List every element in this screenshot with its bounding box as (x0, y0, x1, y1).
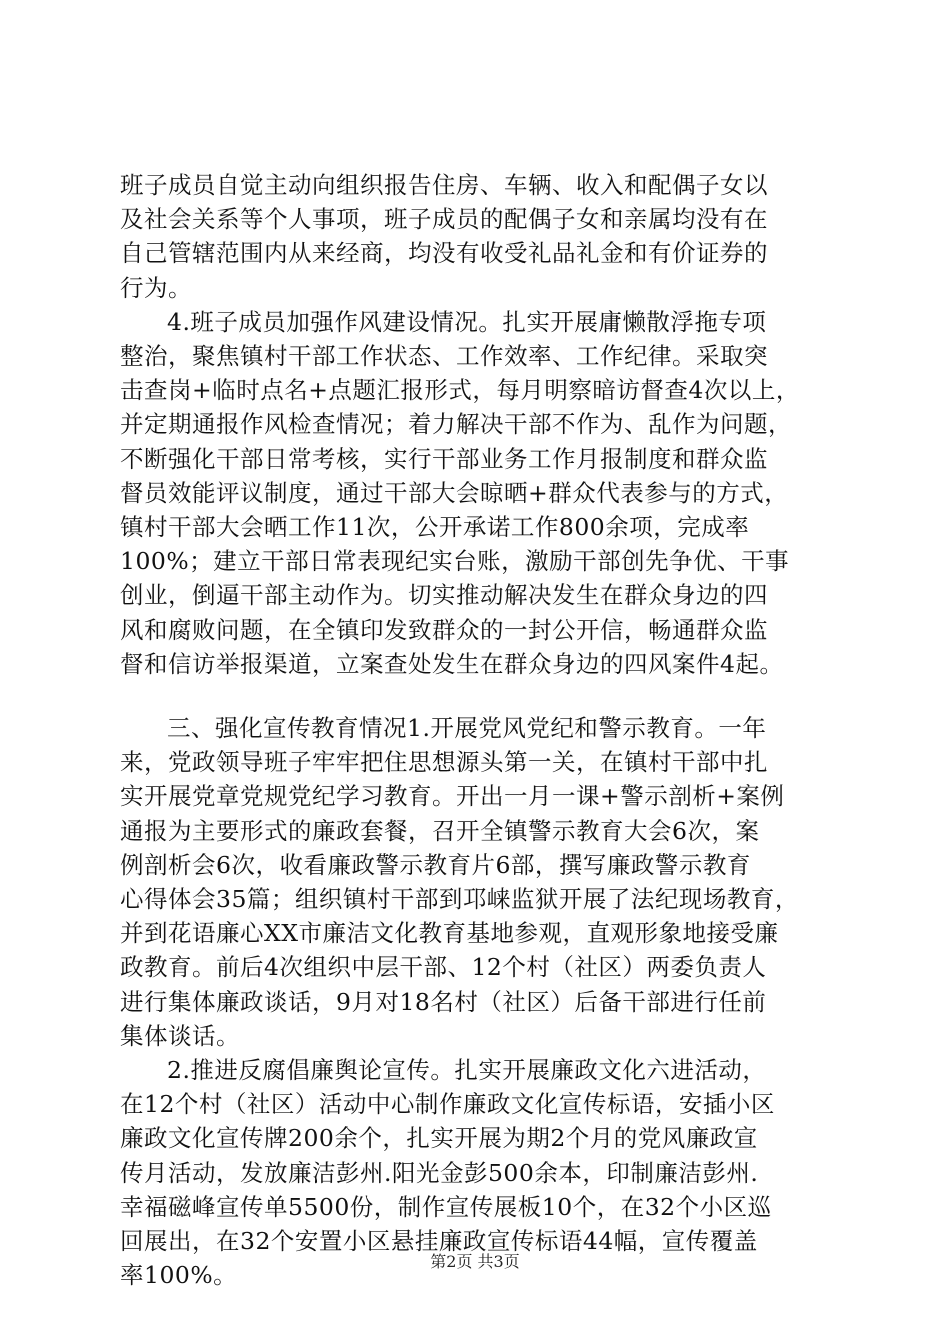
text-line: 政教育。前后4次组织中层干部、12个村（社区）两委负责人 (120, 953, 767, 982)
page-number-footer: 第2页 共3页 (430, 1252, 520, 1271)
text-line: 并到花语廉心XX市廉洁文化教育基地参观，直观形象地接受廉 (120, 919, 779, 948)
paragraph-start-line: 2.推进反腐倡廉舆论宣传。扎实开展廉政文化六进活动， (167, 1056, 767, 1084)
text-line: 100%；建立干部日常表现纪实台账，激励干部创先争优、干事 (120, 547, 790, 576)
text-line: 来，党政领导班子牢牢把住思想源头第一关，在镇村干部中扎 (120, 748, 768, 777)
text-line: 自己管辖范围内从来经商，均没有收受礼品礼金和有价证券的 (120, 239, 768, 268)
text-line: 进行集体廉政谈话，9月对18名村（社区）后备干部进行任前 (120, 987, 767, 1016)
text-line: 传月活动，发放廉洁彭州.阳光金彭500余本，印制廉洁彭州. (120, 1158, 759, 1187)
text-line: 班子成员自觉主动向组织报告住房、车辆、收入和配偶子女以 (120, 171, 768, 199)
text-line: 创业，倒逼干部主动作为。切实推动解决发生在群众身边的四 (120, 581, 768, 610)
section-heading-line: 三、强化宣传教育情况1.开展党风党纪和警示教育。一年 (167, 714, 767, 742)
text-line: 督员效能评议制度，通过干部大会晾晒+群众代表参与的方式， (120, 478, 789, 507)
text-line: 例剖析会6次，收看廉政警示教育片6部，撰写廉政警示教育 (120, 850, 751, 879)
text-line: 行为。 (120, 273, 192, 302)
paragraph-start-line: 4.班子成员加强作风建设情况。扎实开展庸懒散浮拖专项 (167, 307, 767, 336)
text-line: 整治，聚焦镇村干部工作状态、工作效率、工作纪律。采取突 (120, 342, 768, 370)
text-line: 镇村干部大会晒工作11次，公开承诺工作800余项，完成率 (120, 513, 750, 541)
text-line: 幸福磁峰宣传单5500份，制作宣传展板10个，在32个小区巡 (120, 1192, 772, 1221)
text-line: 集体谈话。 (120, 1021, 240, 1050)
text-line: 击查岗+临时点名+点题汇报形式，每月明察暗访督查4次以上， (120, 376, 800, 405)
text-line: 率100%。 (120, 1261, 238, 1290)
text-line: 督和信访举报渠道，立案查处发生在群众身边的四风案件4起。 (120, 649, 784, 678)
text-line: 通报为主要形式的廉政套餐，召开全镇警示教育大会6次，案 (120, 816, 760, 845)
text-line: 实开展党章党规党纪学习教育。开出一月一课+警示剖析+案例 (120, 782, 785, 811)
text-line: 并定期通报作风检查情况；着力解决干部不作为、乱作为问题， (120, 410, 792, 439)
text-line: 不断强化干部日常考核，实行干部业务工作月报制度和群众监 (120, 444, 768, 473)
text-line: 及社会关系等个人事项，班子成员的配偶子女和亲属均没有在 (120, 205, 768, 234)
text-line: 风和腐败问题，在全镇印发致群众的一封公开信，畅通群众监 (120, 615, 768, 644)
text-line: 回展出，在32个安置小区悬挂廉政宣传标语44幅，宣传覆盖 (120, 1227, 758, 1255)
text-line: 心得体会35篇；组织镇村干部到邛崃监狱开展了法纪现场教育， (120, 885, 799, 913)
text-line: 廉政文化宣传牌200余个，扎实开展为期2个月的党风廉政宣 (120, 1124, 758, 1153)
text-line: 在12个村（社区）活动中心制作廉政文化宣传标语，安插小区 (120, 1090, 775, 1119)
